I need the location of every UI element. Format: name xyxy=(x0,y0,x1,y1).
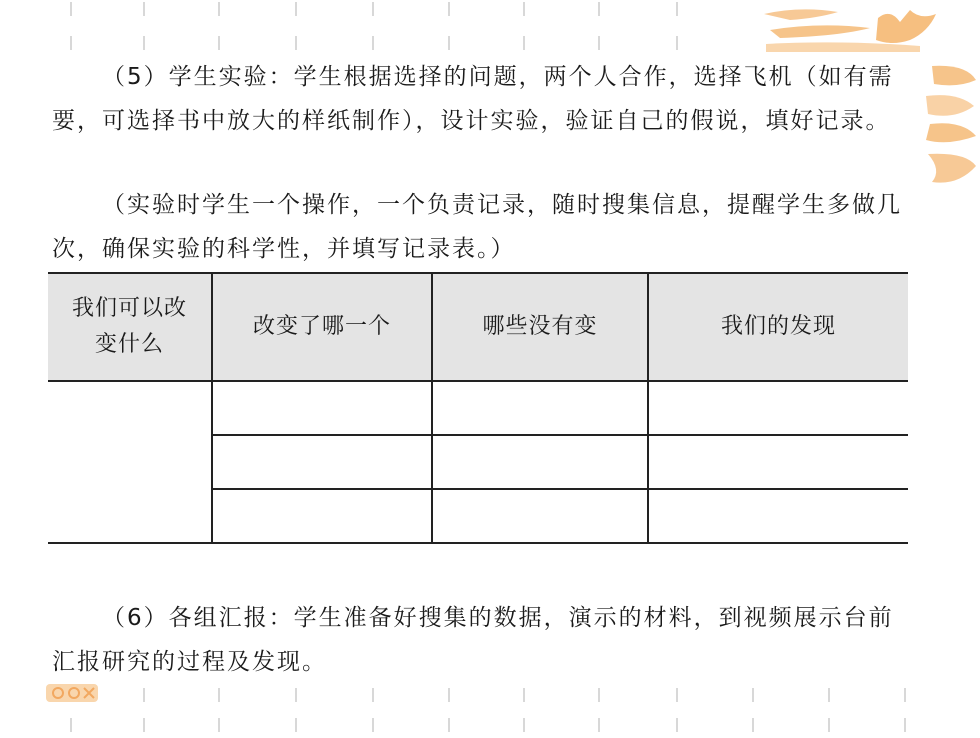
note-text: （实验时学生一个操作，一个负责记录，随时搜集信息，提醒学生多做几次，确保实验的科学性，并填写记录表。） xyxy=(52,192,902,262)
header-our-findings: 我们的发现 xyxy=(648,273,908,381)
bottom-tick-row-2 xyxy=(0,718,980,738)
step5-paragraph xyxy=(52,55,910,143)
tick-mark xyxy=(676,2,678,16)
tick-mark xyxy=(218,688,220,702)
tick-mark xyxy=(523,688,525,702)
brush-decoration-icon xyxy=(918,62,980,192)
tick-mark xyxy=(295,2,297,16)
tick-mark xyxy=(448,36,450,50)
step6-text: （6）各组汇报：学生准备好搜集的数据，演示的材料，到视频展示台前汇报研究的过程及发现。 xyxy=(52,605,894,675)
tick-mark xyxy=(448,2,450,16)
tick-mark xyxy=(752,718,754,732)
tick-mark xyxy=(448,688,450,702)
tick-mark xyxy=(523,2,525,16)
tick-mark xyxy=(598,718,600,732)
tick-mark xyxy=(598,36,600,50)
tick-mark xyxy=(598,2,600,16)
table-cell[interactable] xyxy=(648,435,908,489)
tick-mark xyxy=(752,688,754,702)
step6-paragraph xyxy=(52,596,910,684)
header-which-changed: 改变了哪一个 xyxy=(212,273,432,381)
tick-mark xyxy=(523,718,525,732)
tick-mark xyxy=(295,718,297,732)
tick-mark xyxy=(676,688,678,702)
bottom-tick-row xyxy=(0,688,980,708)
tick-mark xyxy=(218,36,220,50)
header-what-unchanged: 哪些没有变 xyxy=(432,273,648,381)
tick-mark xyxy=(70,36,72,50)
table-row xyxy=(48,381,908,435)
table-cell[interactable] xyxy=(432,489,648,543)
table-cell[interactable] xyxy=(212,381,432,435)
tick-mark xyxy=(828,688,830,702)
tick-mark xyxy=(143,718,145,732)
table-cell[interactable] xyxy=(432,435,648,489)
tick-mark xyxy=(143,688,145,702)
table-cell[interactable] xyxy=(648,489,908,543)
record-table-wrapper xyxy=(48,272,908,544)
header-what-can-change: 我们可以改变什么 xyxy=(48,273,212,381)
tick-mark xyxy=(372,36,374,50)
tick-mark xyxy=(523,36,525,50)
table-cell[interactable] xyxy=(212,489,432,543)
tick-mark xyxy=(70,2,72,16)
record-table xyxy=(48,272,908,544)
step5-text: （5）学生实验：学生根据选择的问题，两个人合作，选择飞机（如有需要，可选择书中放大的样纸制作），设计实验，验证自己的假说，填好记录。 xyxy=(52,64,894,134)
tick-mark xyxy=(448,718,450,732)
tick-mark xyxy=(372,2,374,16)
tick-mark xyxy=(372,718,374,732)
table-header-row xyxy=(48,273,908,381)
tick-mark xyxy=(218,2,220,16)
tick-mark xyxy=(372,688,374,702)
tick-mark xyxy=(70,718,72,732)
brush-decoration-icon xyxy=(760,0,940,52)
tick-mark xyxy=(143,36,145,50)
table-cell[interactable] xyxy=(648,381,908,435)
tick-mark xyxy=(295,688,297,702)
table-cell[interactable] xyxy=(212,435,432,489)
tick-mark xyxy=(904,688,906,702)
tick-mark xyxy=(218,718,220,732)
tick-mark xyxy=(904,718,906,732)
tick-mark xyxy=(598,688,600,702)
note-paragraph xyxy=(52,183,910,271)
tick-mark xyxy=(295,36,297,50)
tick-mark xyxy=(828,718,830,732)
tick-mark xyxy=(143,2,145,16)
table-cell[interactable] xyxy=(48,381,212,543)
tick-mark xyxy=(676,36,678,50)
table-cell[interactable] xyxy=(432,381,648,435)
tick-mark xyxy=(676,718,678,732)
